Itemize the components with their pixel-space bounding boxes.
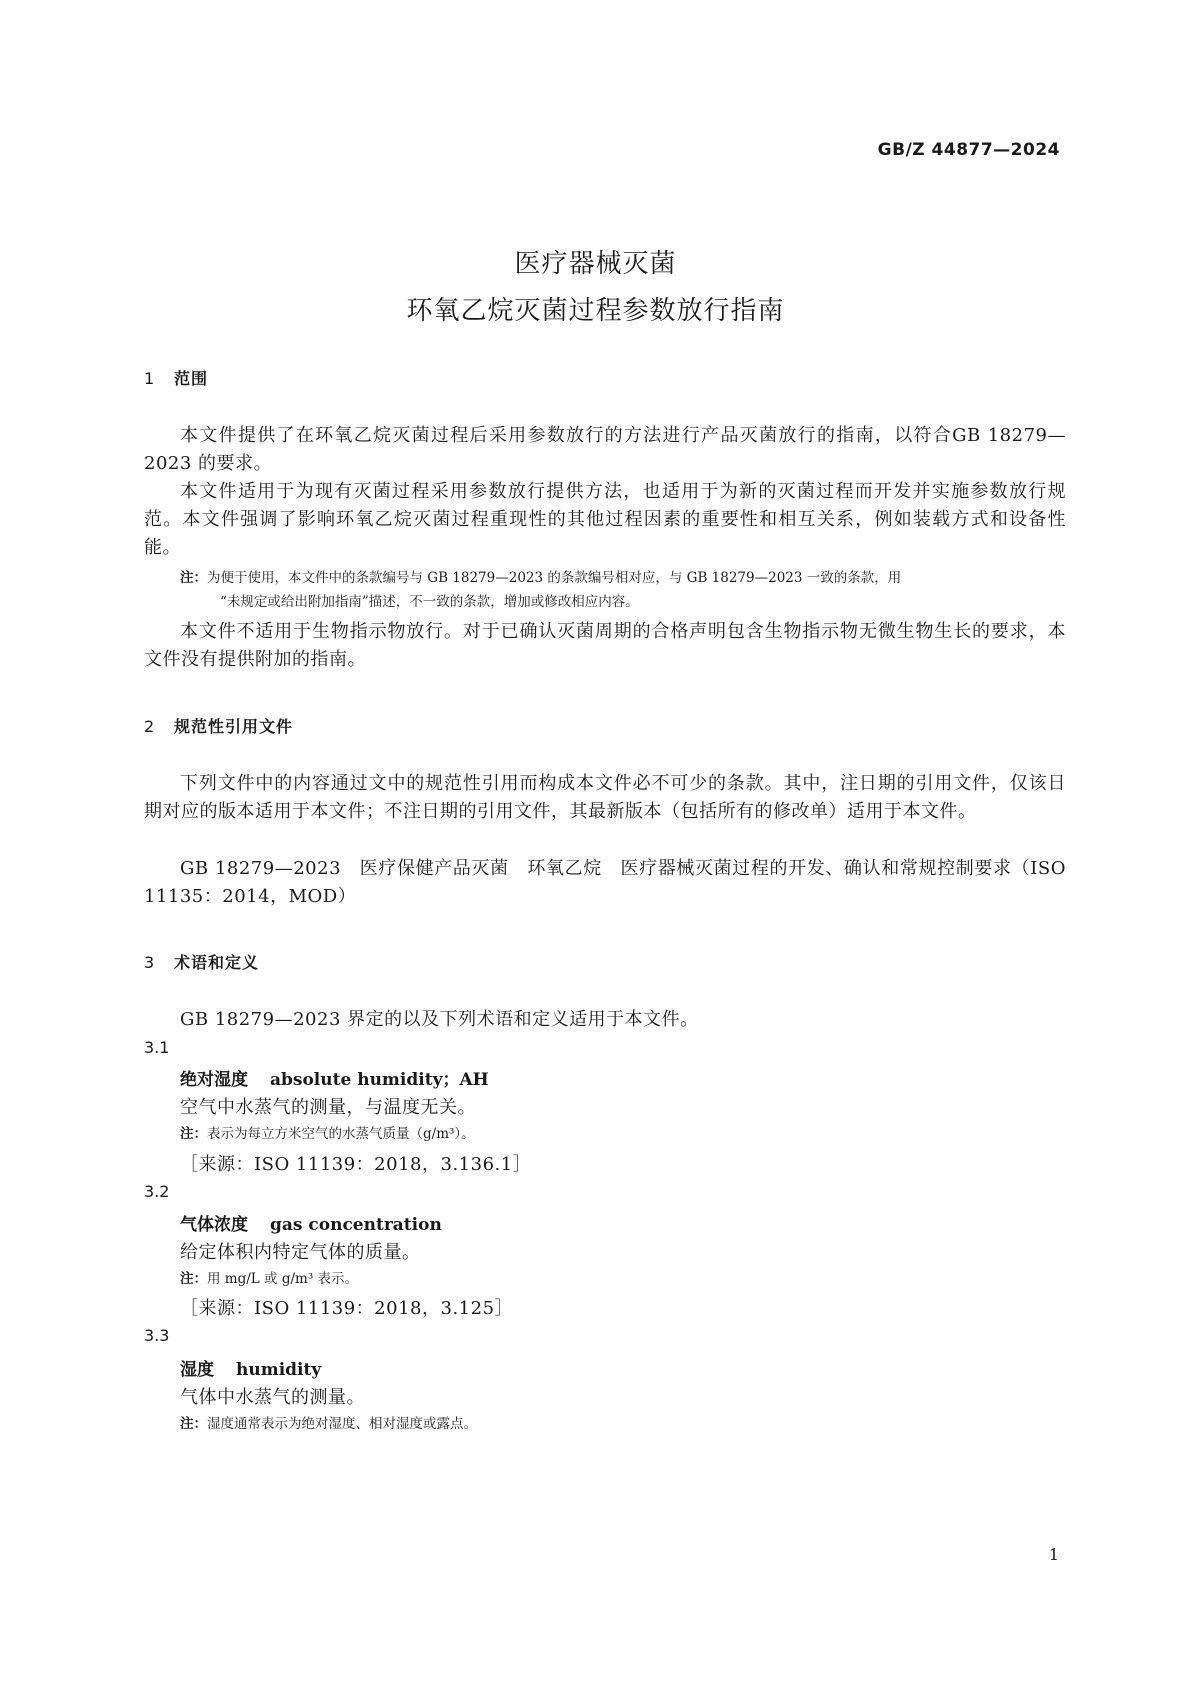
page-number: 1 — [1048, 1545, 1059, 1564]
scope-paragraph-2: 本文件适用于为现有灭菌过程采用参数放行提供方法，也适用于为新的灭菌过程而开发并实施参数放行规范。本文件强调了影响环氧乙烷灭菌过程重现性的其他过程因素的重要性和相互关系，例如装载方式和设备性能。 — [144, 481, 1066, 558]
section-2-heading — [144, 714, 293, 737]
section-number: 3 — [144, 953, 156, 972]
section-number: 2 — [144, 717, 156, 736]
document-title-line-2: 环氧乙烷灭菌过程参数放行指南 — [406, 296, 785, 326]
scope-note — [180, 566, 1066, 614]
note-line-2: “未规定或给出附加指南”描述，不一致的条款，增加或修改相应内容。 — [220, 594, 639, 610]
normative-references-paragraph: 下列文件中的内容通过文中的规范性引用而构成本文件必不可少的条款。其中，注日期的引用文件，仅该日期对应的版本适用于本文件；不注日期的引用文件，其最新版本（包括所有的修改单）适用于本文件。 — [144, 773, 1066, 822]
terms-intro: GB 18279—2023 界定的以及下列术语和定义适用于本文件。 — [180, 1009, 699, 1030]
term-definition: 气体中水蒸气的测量。 — [180, 1387, 365, 1408]
section-title: 范围 — [174, 369, 209, 388]
note-text: 表示为每立方米空气的水蒸气质量（g/m³）。 — [207, 1126, 475, 1142]
document-code: GB/Z 44877—2024 — [877, 140, 1060, 160]
note-label: 注： — [180, 570, 207, 586]
section-number: 1 — [144, 369, 156, 388]
term-heading — [180, 1355, 321, 1380]
term-definition: 空气中水蒸气的测量，与温度无关。 — [180, 1097, 476, 1118]
term-heading — [180, 1210, 442, 1235]
term-source: ［来源：ISO 11139：2018，3.136.1］ — [180, 1154, 532, 1175]
term-chinese: 湿度 — [180, 1360, 214, 1380]
term-english: absolute humidity；AH — [270, 1070, 489, 1090]
term-chinese: 绝对湿度 — [180, 1070, 248, 1090]
normative-reference-entry: GB 18279—2023 医疗保健产品灭菌 环氧乙烷 医疗器械灭菌过程的开发、确认和常规控制要求（ISO 11135：2014，MOD） — [144, 858, 1066, 907]
section-title: 规范性引用文件 — [174, 717, 294, 736]
term-chinese: 气体浓度 — [180, 1215, 248, 1235]
term-english: humidity — [236, 1360, 322, 1380]
note-text: 用 mg/L 或 g/m³ 表示。 — [207, 1271, 359, 1287]
clause-number: 3.2 — [144, 1182, 170, 1201]
scope-paragraph-3: 本文件不适用于生物指示物放行。对于已确认灭菌周期的合格声明包含生物指示物无微生物生长的要求，本文件没有提供附加的指南。 — [144, 621, 1066, 670]
term-heading — [180, 1065, 489, 1090]
term-note — [180, 1122, 1066, 1146]
term-english: gas concentration — [270, 1215, 442, 1235]
scope-paragraph-1: 本文件提供了在环氧乙烷灭菌过程后采用参数放行的方法进行产品灭菌放行的指南，以符合GB 18279—2023 的要求。 — [144, 425, 1066, 474]
note-label: 注： — [180, 1416, 207, 1432]
term-note — [180, 1267, 1066, 1291]
note-label: 注： — [180, 1126, 207, 1142]
note-text: 湿度通常表示为绝对湿度、相对湿度或露点。 — [207, 1416, 477, 1432]
section-1-heading — [144, 366, 208, 389]
document-title-line-1: 医疗器械灭菌 — [514, 249, 677, 279]
term-source: ［来源：ISO 11139：2018，3.125］ — [180, 1298, 514, 1319]
section-3-heading — [144, 950, 259, 973]
term-note — [180, 1412, 1066, 1436]
term-definition: 给定体积内特定气体的质量。 — [180, 1242, 421, 1263]
note-label: 注： — [180, 1271, 207, 1287]
clause-number: 3.3 — [144, 1326, 170, 1345]
clause-number: 3.1 — [144, 1038, 170, 1057]
note-line-1: 为便于使用，本文件中的条款编号与 GB 18279—2023 的条款编号相对应，与 GB 18279—2023 一致的条款，用 — [207, 570, 902, 586]
section-title: 术语和定义 — [174, 953, 260, 972]
